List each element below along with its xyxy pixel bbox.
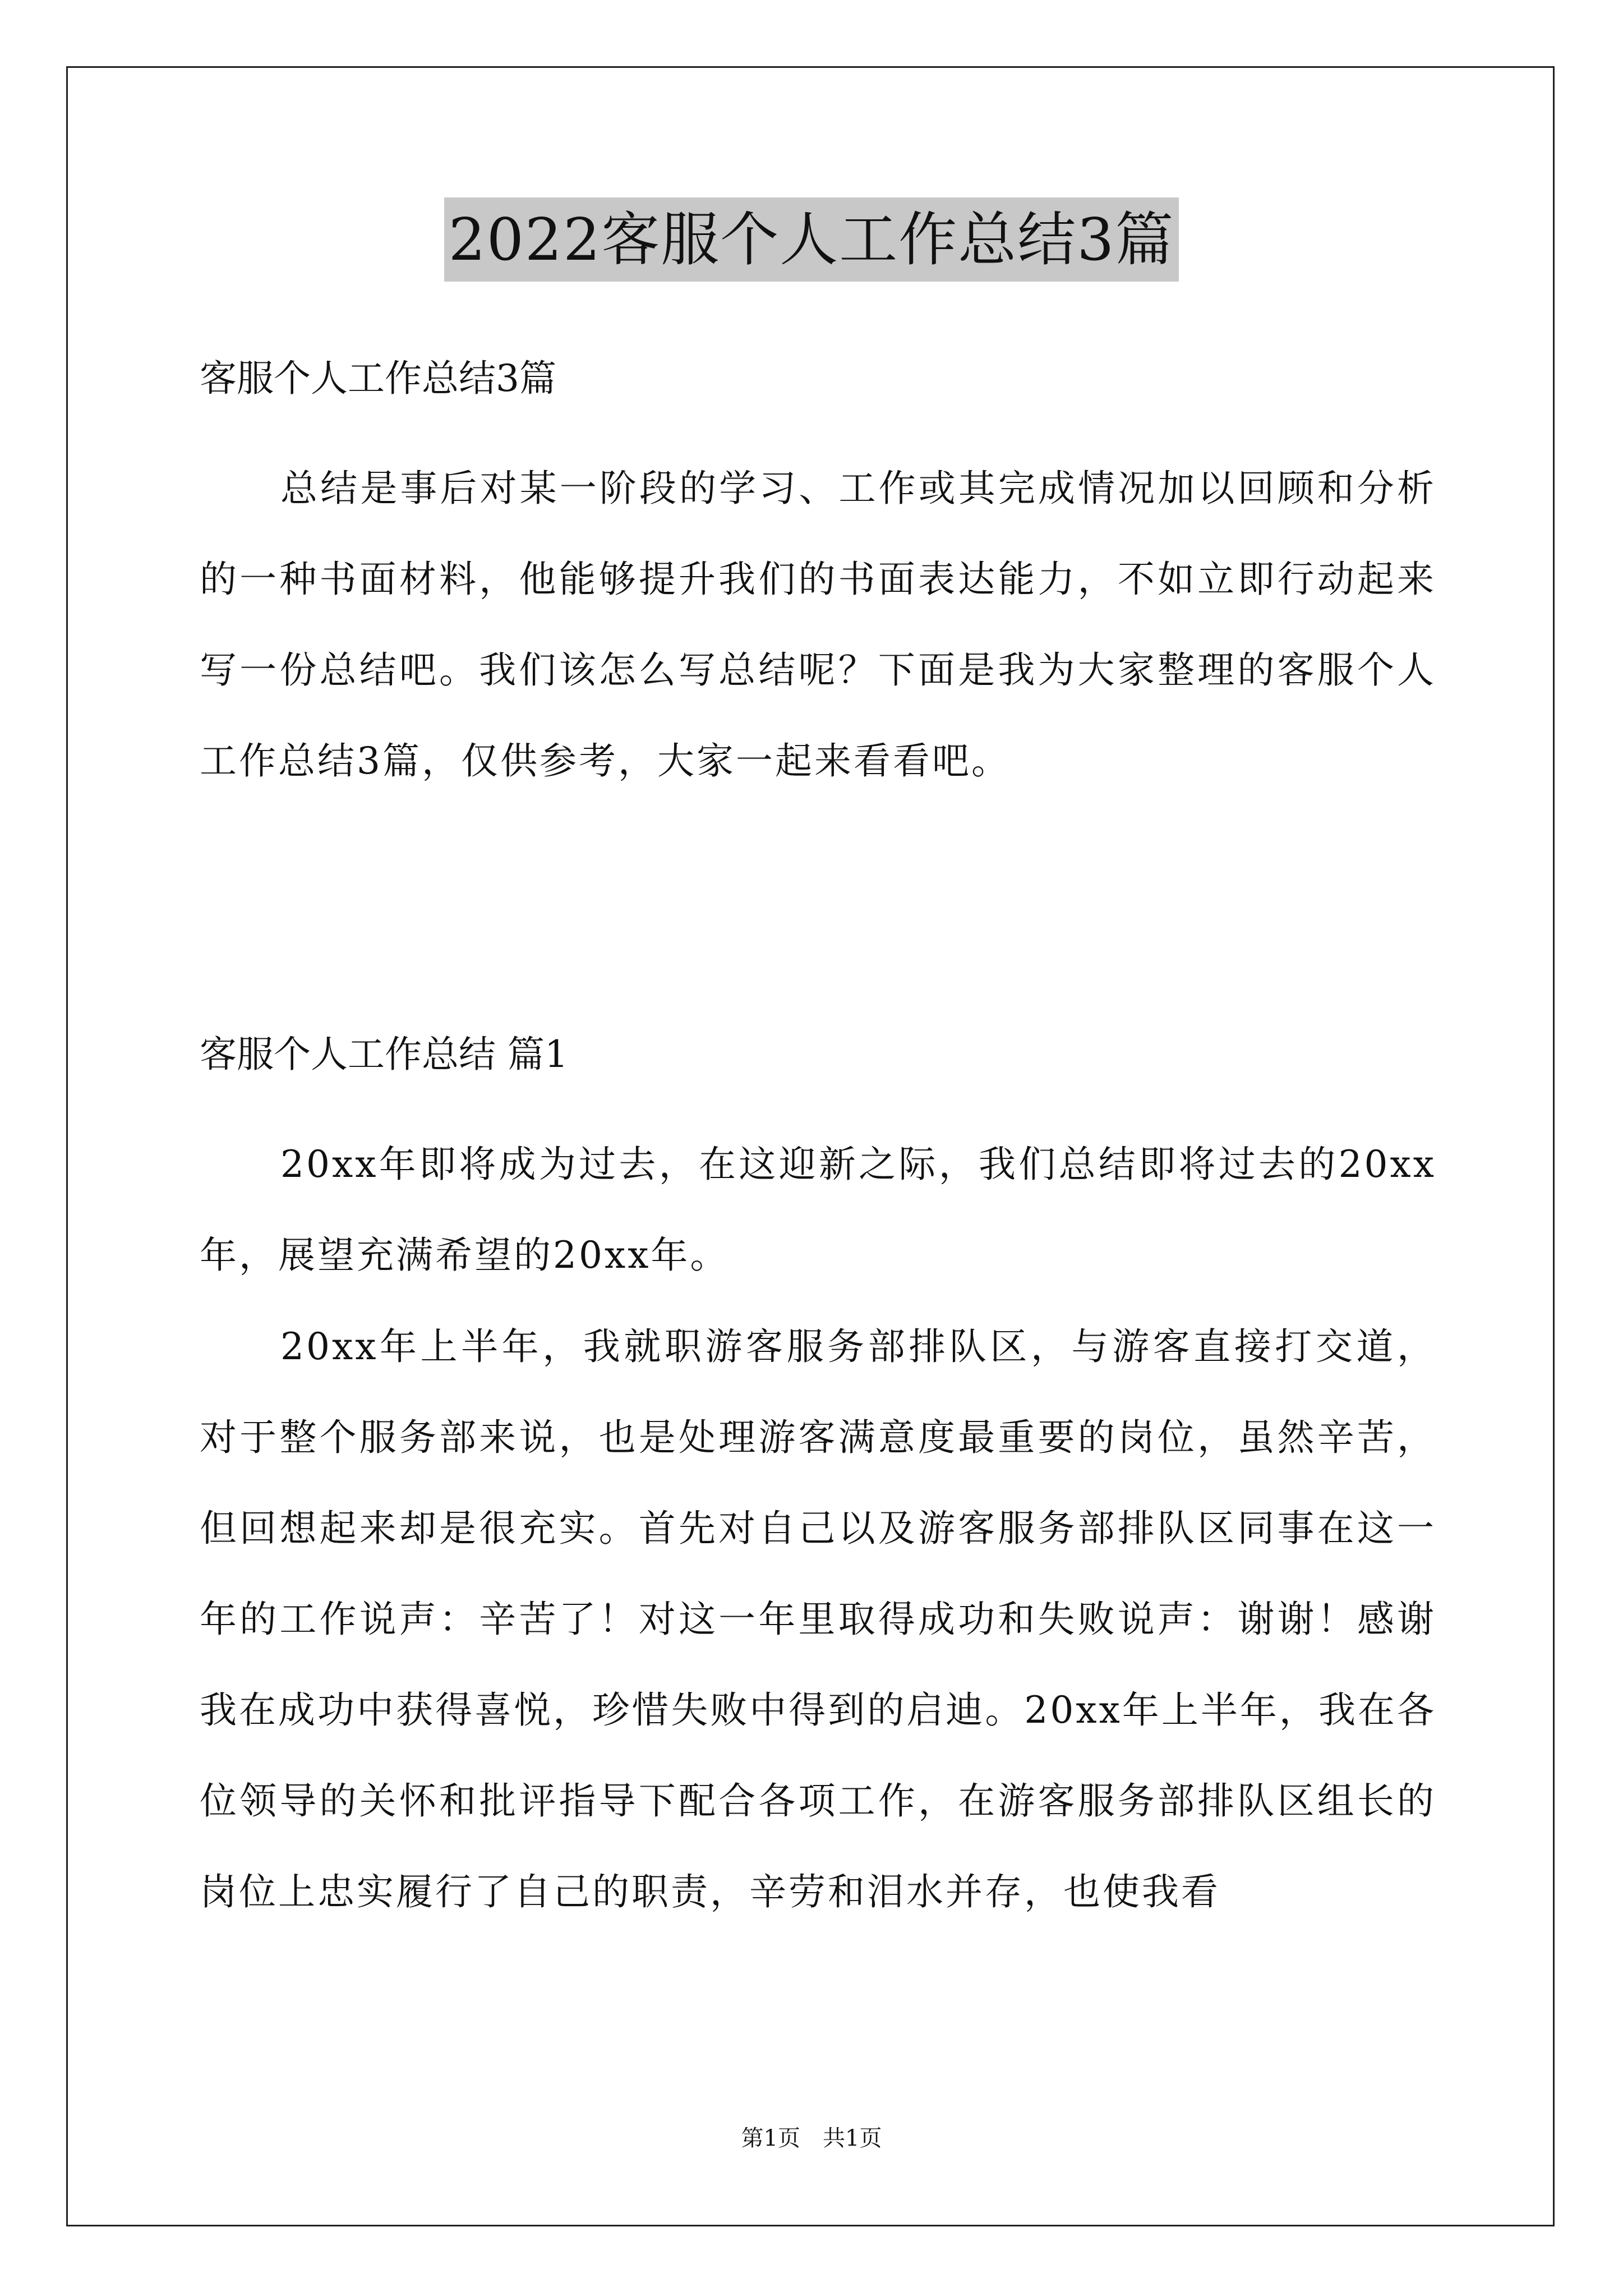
section-heading: 客服个人工作总结 篇1 — [200, 1033, 568, 1076]
title-container — [0, 197, 1623, 282]
body-paragraph-1: 20xx年即将成为过去，在这迎新之际，我们总结即将过去的20xx年，展望充满希望的20xx年。 — [200, 1143, 1436, 1277]
document-subtitle: 客服个人工作总结3篇 — [200, 357, 556, 400]
document-title: 2022客服个人工作总结3篇 — [444, 197, 1179, 282]
page-footer: 第1页 共1页 — [741, 2125, 882, 2151]
intro-paragraph: 总结是事后对某一阶段的学习、工作或其完成情况加以回顾和分析的一种书面材料，他能够提升我们的书面表达能力，不如立即行动起来写一份总结吧。我们该怎么写总结呢？下面是我为大家整理的客服个人工作总结3篇，仅供参考，大家一起来看看吧。 — [200, 467, 1436, 783]
body-paragraph-2: 20xx年上半年，我就职游客服务部排队区，与游客直接打交道，对于整个服务部来说，也是处理游客满意度最重要的岗位，虽然辛苦，但回想起来却是很充实。首先对自己以及游客服务部排队区同事在这一年的工作说声：辛苦了！对这一年里取得成功和失败说声：谢谢！感谢我在成功中获得喜悦，珍惜失败中得到的启迪。20xx年上半年，我在各位领导的关怀和批评指导下配合各项工作，在游客服务部排队区组长的岗位上忠实履行了自己的职责，辛劳和泪水并存，也使我看 — [200, 1325, 1436, 1913]
